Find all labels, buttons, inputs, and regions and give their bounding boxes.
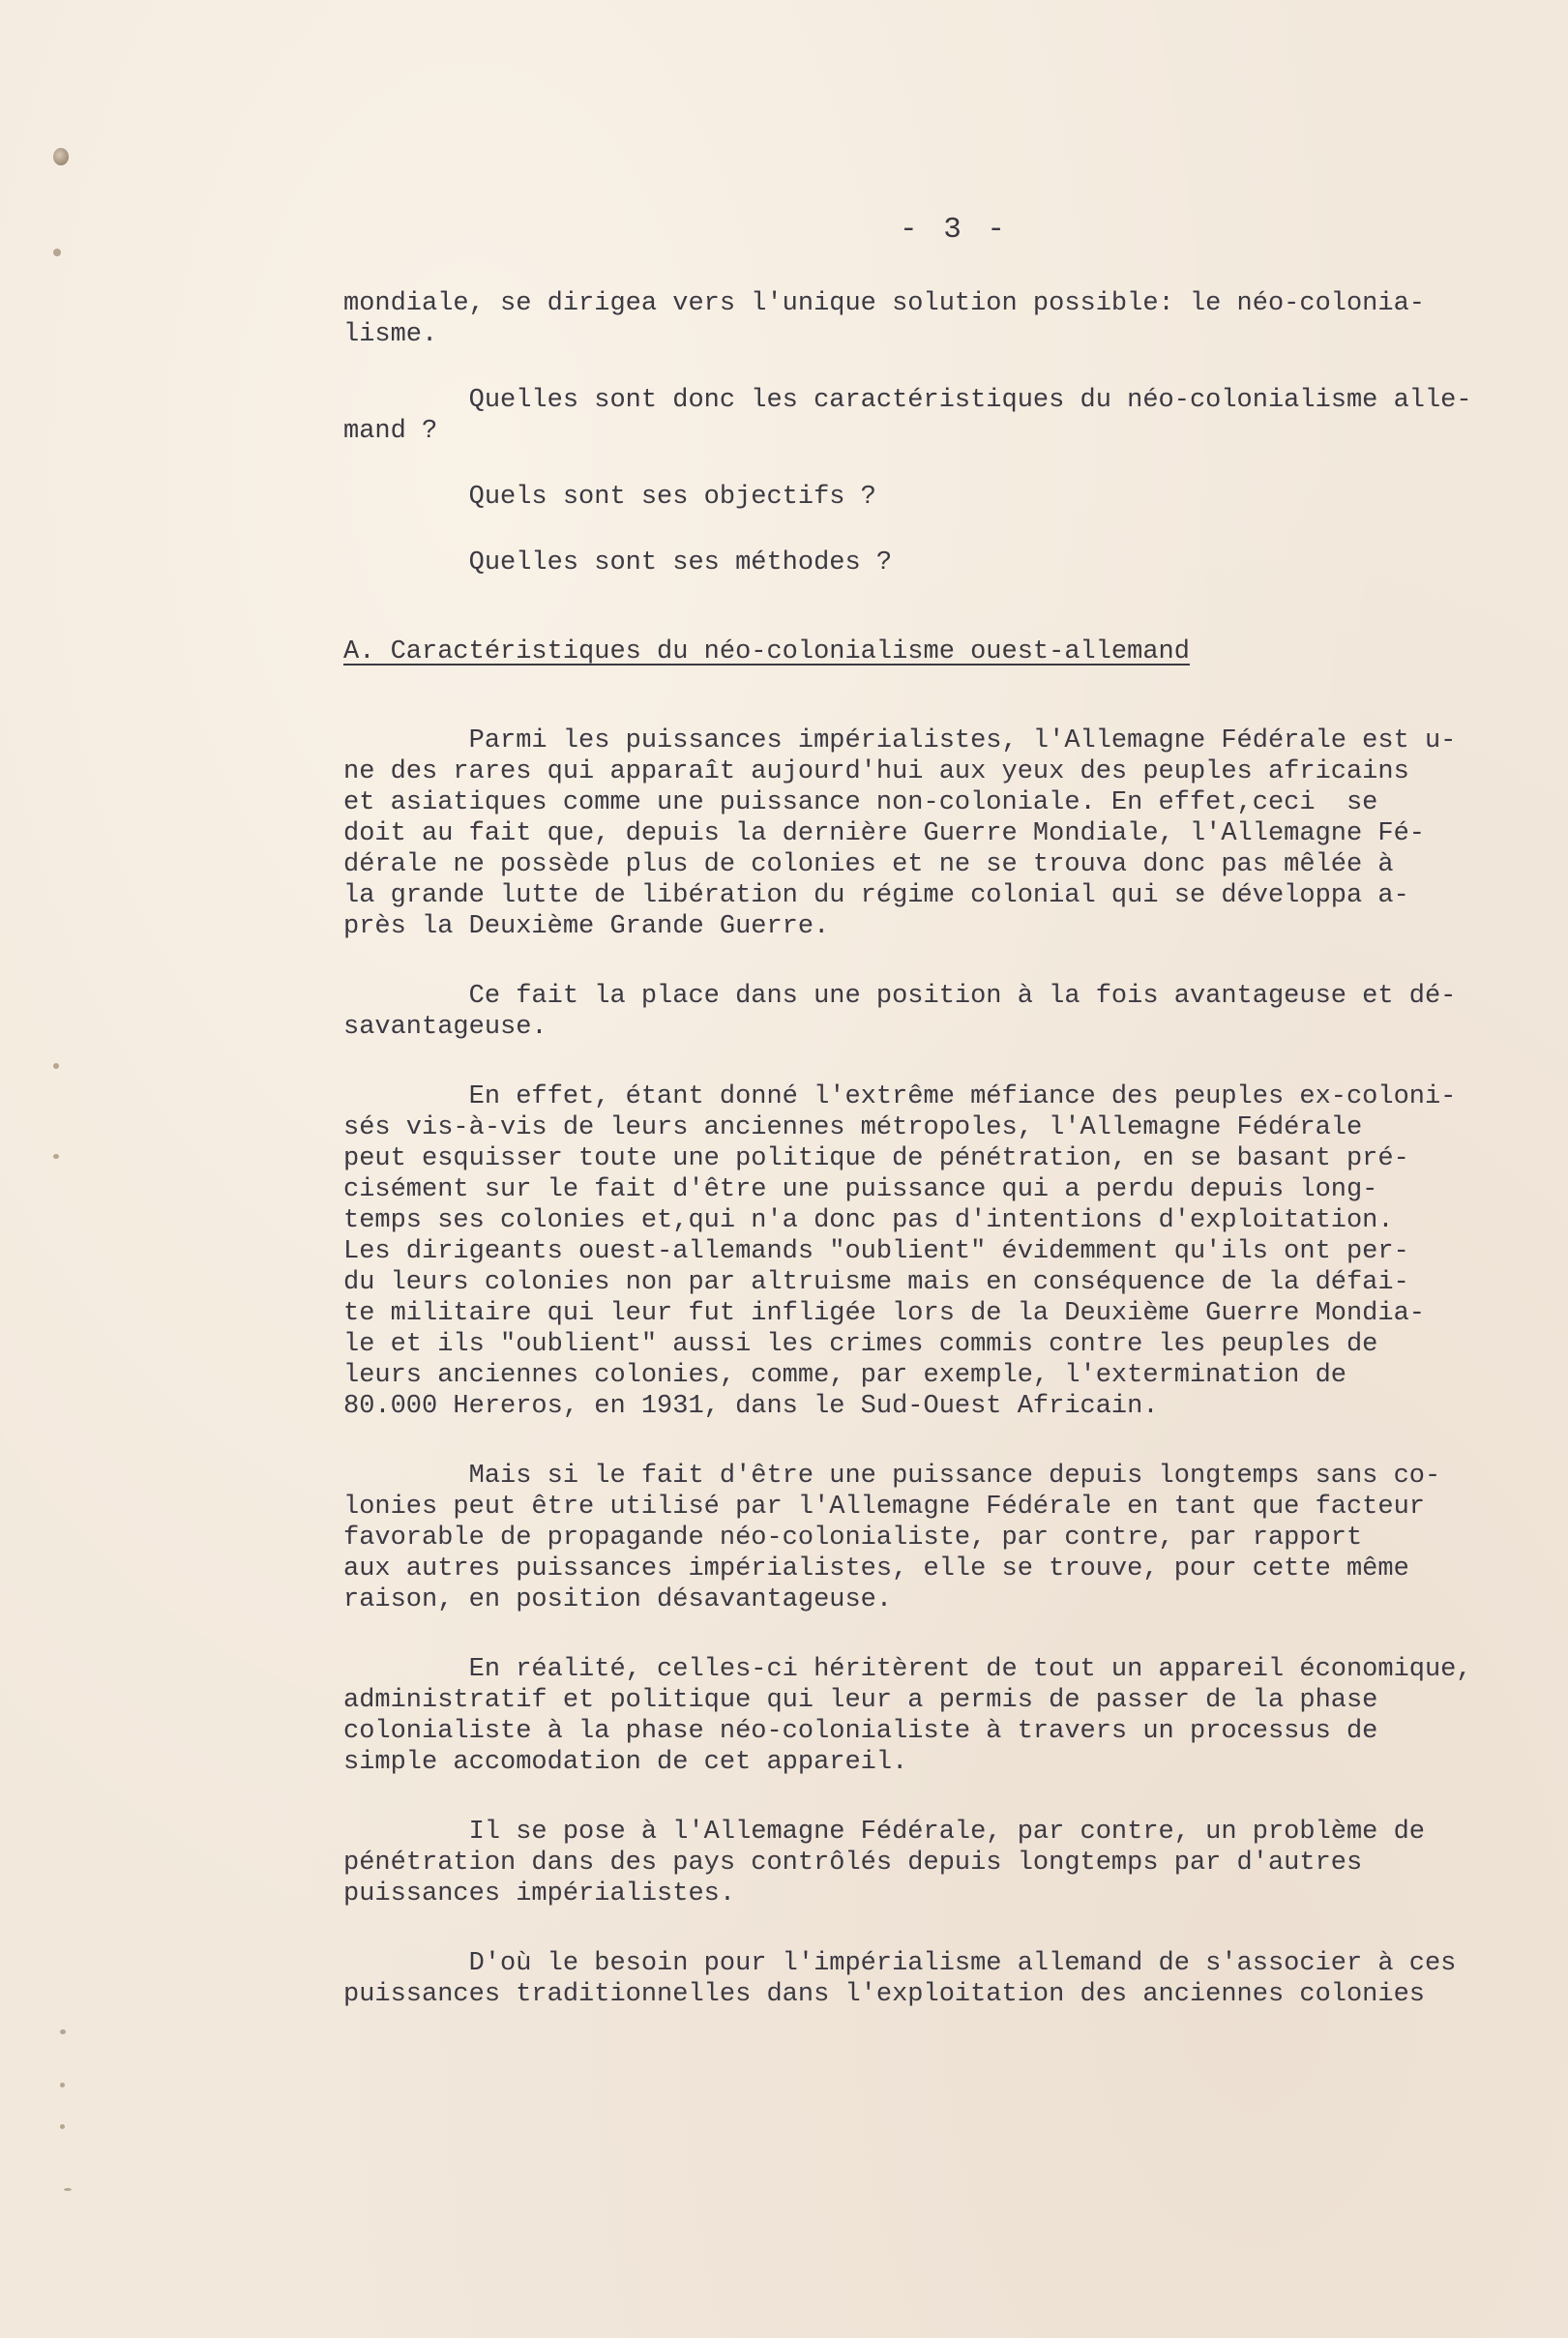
paragraph-question-characteristics: [343, 385, 1514, 447]
text-line: du leurs colonies non par altruisme mais en conséquence de la défai-: [343, 1268, 1409, 1297]
text-line: lisme.: [343, 320, 438, 349]
text-line: aux autres puissances impérialistes, elle se trouve, pour cette même: [343, 1554, 1409, 1583]
margin-speck: [60, 2029, 66, 2034]
text-line: favorable de propagande néo-colonialiste, par contre, par rapport: [343, 1524, 1363, 1553]
binding-hole-mark: [53, 148, 69, 165]
text-line: Quels sont ses objectifs ?: [343, 483, 876, 512]
text-line: lonies peut être utilisé par l'Allemagne Fédérale en tant que facteur: [343, 1493, 1425, 1522]
text-line: près la Deuxième Grande Guerre.: [343, 912, 830, 941]
text-line: leurs anciennes colonies, comme, par exemple, l'extermination de: [343, 1361, 1346, 1390]
text-line: Il se pose à l'Allemagne Fédérale, par contre, un problème de: [343, 1818, 1425, 1847]
text-line: la grande lutte de libération du régime colonial qui se développa a-: [343, 881, 1409, 910]
text-line: pénétration dans des pays contrôlés depuis longtemps par d'autres: [343, 1849, 1363, 1878]
paragraph-position: [343, 981, 1514, 1043]
paragraph-penetration-problem: [343, 1817, 1514, 1909]
text-line: dérale ne possède plus de colonies et ne se trouva donc pas mêlée à: [343, 850, 1394, 879]
text-line: 80.000 Hereros, en 1931, dans le Sud-Ouest Africain.: [343, 1392, 1159, 1421]
margin-speck: [53, 249, 61, 256]
text-line: puissances traditionnelles dans l'exploitation des anciennes colonies: [343, 1980, 1425, 2009]
text-line: En réalité, celles-ci héritèrent de tout un appareil économique,: [343, 1655, 1472, 1684]
text-line: peut esquisser toute une politique de pénétration, en se basant pré-: [343, 1144, 1409, 1173]
text-line: Quelles sont ses méthodes ?: [343, 548, 893, 577]
text-line: savantageuse.: [343, 1013, 547, 1042]
text-line: raison, en position désavantageuse.: [343, 1585, 893, 1614]
margin-speck: [53, 1154, 59, 1159]
text-line: simple accomodation de cet appareil.: [343, 1748, 908, 1777]
text-line: Les dirigeants ouest-allemands "oublient" évidemment qu'ils ont per-: [343, 1237, 1409, 1266]
text-line: te militaire qui leur fut infligée lors de la Deuxième Guerre Mondia-: [343, 1299, 1425, 1328]
text-line: le et ils "oublient" aussi les crimes commis contre les peuples de: [343, 1330, 1378, 1359]
text-line: Parmi les puissances impérialistes, l'Allemagne Fédérale est u-: [343, 726, 1457, 755]
section-heading-a: A. Caractéristiques du néo-colonialisme ouest-allemand: [343, 637, 1190, 666]
paragraph-imperialist-powers: [343, 725, 1514, 942]
text-line: mondiale, se dirigea vers l'unique solution possible: le néo-colonia-: [343, 289, 1425, 318]
text-line: puissances impérialistes.: [343, 1879, 736, 1909]
text-line: Mais si le fait d'être une puissance depuis longtemps sans co-: [343, 1462, 1441, 1491]
page-number: - 3 -: [900, 213, 1010, 247]
margin-speck: [64, 2188, 72, 2191]
text-line: D'où le besoin pour l'impérialisme allemand de s'associer à ces: [343, 1949, 1457, 1978]
paragraph-intro: [343, 288, 1514, 350]
text-line: cisément sur le fait d'être une puissance qui a perdu depuis long-: [343, 1175, 1378, 1204]
paragraph-question-objectives: [343, 482, 1514, 513]
text-line: administratif et politique qui leur a permis de passer de la phase: [343, 1686, 1378, 1715]
paragraph-reality: [343, 1654, 1514, 1778]
text-line: sés vis-à-vis de leurs anciennes métropoles, l'Allemagne Fédérale: [343, 1113, 1363, 1142]
text-line: mand ?: [343, 417, 438, 446]
text-line: colonialiste à la phase néo-colonialiste à travers un processus de: [343, 1717, 1378, 1746]
text-line: et asiatiques comme une puissance non-coloniale. En effet,ceci se: [343, 788, 1378, 817]
text-line: Quelles sont donc les caractéristiques du néo-colonialisme alle-: [343, 386, 1472, 415]
paragraph-propaganda: [343, 1461, 1514, 1615]
margin-speck: [60, 2083, 65, 2087]
text-line: temps ses colonies et,qui n'a donc pas d'intentions d'exploitation.: [343, 1206, 1394, 1235]
paragraph-mistrust: [343, 1081, 1514, 1422]
paragraph-question-methods: [343, 548, 1514, 578]
margin-speck: [60, 2124, 65, 2129]
text-line: ne des rares qui apparaît aujourd'hui aux yeux des peuples africains: [343, 757, 1409, 786]
text-line: doit au fait que, depuis la dernière Guerre Mondiale, l'Allemagne Fé-: [343, 819, 1425, 848]
margin-speck: [53, 1063, 59, 1069]
paragraph-association: [343, 1948, 1514, 2010]
text-line: Ce fait la place dans une position à la fois avantageuse et dé-: [343, 982, 1457, 1011]
document-body: [343, 288, 1514, 2010]
text-line: En effet, étant donné l'extrême méfiance des peuples ex-coloni-: [343, 1082, 1457, 1111]
